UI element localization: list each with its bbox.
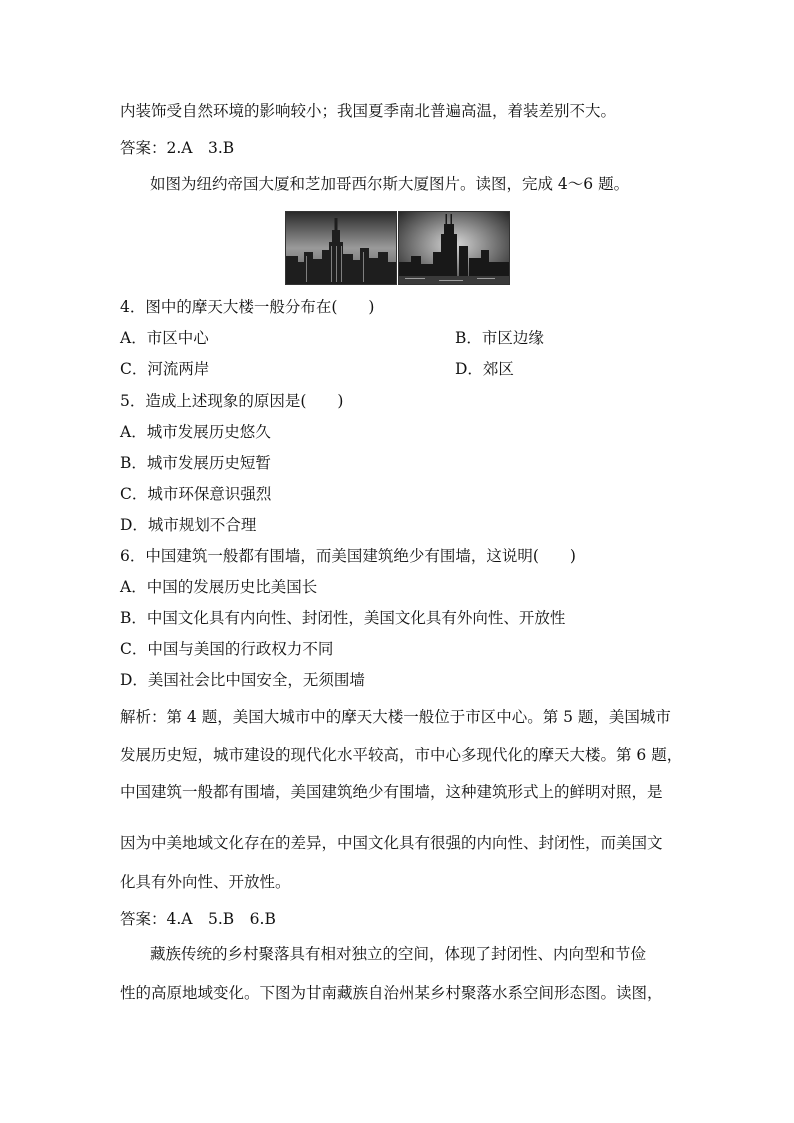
explanation-line: 化具有外向性、开放性。 bbox=[120, 873, 291, 891]
explanation-line: 解析：第 4 题，美国大城市中的摩天大楼一般位于市区中心。第 5 题，美国城市 bbox=[120, 708, 671, 726]
question-4-option-c: C．河流两岸 bbox=[120, 360, 210, 378]
question-4-option-b: B．市区边缘 bbox=[455, 329, 544, 347]
question-5: 5．造成上述现象的原因是( ) bbox=[120, 392, 344, 410]
sears-tower-photo bbox=[398, 211, 510, 285]
answer-line: 答案：2.A 3.B bbox=[120, 139, 235, 157]
empire-state-building-photo bbox=[285, 211, 397, 285]
question-6-option-b: B．中国文化具有内向性、封闭性，美国文化具有外向性、开放性 bbox=[120, 609, 566, 627]
answer-line: 答案：4.A 5.B 6.B bbox=[120, 910, 276, 928]
explanation-line: 中国建筑一般都有围墙，美国建筑绝少有围墙，这种建筑形式上的鲜明对照，是 bbox=[120, 783, 663, 801]
question-5-option-a: A．城市发展历史悠久 bbox=[120, 423, 271, 441]
question-4-option-d: D．郊区 bbox=[455, 360, 514, 378]
question-4: 4．图中的摩天大楼一般分布在( ) bbox=[120, 298, 375, 316]
paragraph-line: 性的高原地域变化。下图为甘南藏族自治州某乡村聚落水系空间形态图。读图， bbox=[120, 984, 663, 1002]
explanation-line: 因为中美地域文化存在的差异，中国文化具有很强的内向性、封闭性，而美国文 bbox=[120, 834, 663, 852]
paragraph-line: 藏族传统的乡村聚落具有相对独立的空间，体现了封闭性、内向型和节俭 bbox=[150, 945, 647, 963]
question-5-option-d: D．城市规划不合理 bbox=[120, 516, 257, 534]
question-6-option-c: C．中国与美国的行政权力不同 bbox=[120, 640, 334, 658]
question-5-option-b: B．城市发展历史短暂 bbox=[120, 454, 271, 472]
question-6-option-a: A．中国的发展历史比美国长 bbox=[120, 578, 318, 596]
question-6: 6．中国建筑一般都有围墙，而美国建筑绝少有围墙，这说明( ) bbox=[120, 547, 576, 565]
question-6-option-d: D．美国社会比中国安全，无须围墙 bbox=[120, 671, 365, 689]
explanation-line: 发展历史短，城市建设的现代化水平较高，市中心多现代化的摩天大楼。第 6 题， bbox=[120, 746, 683, 764]
question-4-option-a: A．市区中心 bbox=[120, 329, 209, 347]
intro-paragraph: 如图为纽约帝国大厦和芝加哥西尔斯大厦图片。读图，完成 4～6 题。 bbox=[150, 175, 630, 193]
question-5-option-c: C．城市环保意识强烈 bbox=[120, 485, 272, 503]
text-line: 内装饰受自然环境的影响较小；我国夏季南北普遍高温，着装差别不大。 bbox=[120, 102, 617, 120]
